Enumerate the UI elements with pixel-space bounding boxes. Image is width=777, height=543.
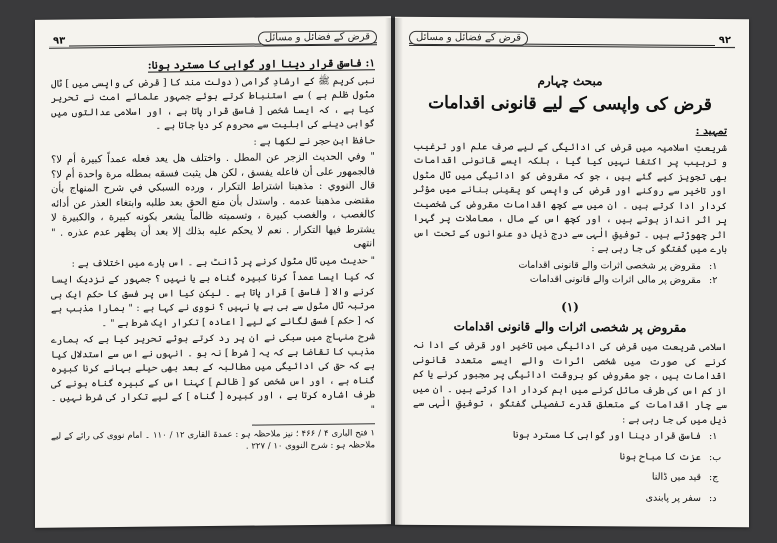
measures-list <box>413 428 727 506</box>
list-item <box>413 489 727 506</box>
list-item <box>413 428 727 445</box>
list-item <box>413 272 727 289</box>
right-page-header <box>409 29 735 49</box>
running-head: قرض کے فضائل و مسائل <box>409 31 528 46</box>
list-text: عزت کا مباح ہونا <box>619 450 701 463</box>
left-page-header <box>49 28 377 49</box>
footnote: ۱ فتح الباری ۴ / ۴۶۶ ؛ نیز ملاحظہ ہو : عمدۃ القاری ۱۲ / ۱۱۰ ۔ امام نووی کی رائے کے لیے ملاحظہ ہو : شرح النووی ۱۰ / ۲۲۷ . <box>51 428 375 452</box>
chapter-title: قرض کی واپسی کے لیے قانونی اقدامات <box>428 92 712 115</box>
list-number: ۱: <box>709 430 718 443</box>
section-title: مقروض پر شخصی اثرات والے قانونی اقدامات <box>453 318 687 335</box>
list-text: مقروض پر مالی اثرات والے قانونی اقدامات <box>529 273 701 286</box>
intro-label: تمہید : <box>695 124 727 138</box>
chapter-label: مبحث چہارم <box>537 73 603 89</box>
page-number: ۹۲ <box>715 34 735 45</box>
right-page-body <box>413 57 727 512</box>
paragraph: حافظ ابن حجر نے لکھا ہے : <box>253 134 375 148</box>
list-text: فاسق قرار دینا اور گواہی کا مسترد ہونا <box>512 429 701 442</box>
paragraph: کہ کیا ایسا عمداً کرنا کبیرہ گناہ ہے یا نہیں ؟ جمہور کے نزدیک ایسا کرنے والا [ فاسق ] قرار پاتا ہے ۔ لیکن کیا اس پر فسق کا حکم ایک ہی مرتبہ ٹال مٹول سے ہی ہے یا نہیں ؟ نووی نے کہا ہے : " ہمارا مذہب ہے کہ [ حکم ] فسق لگانے کے لیے [ اعادہ ] تکرار ایک شرط ہے " ۔ <box>51 271 375 329</box>
arabic-quote: " وفي الحديث الزجر عن المطل . واختلف هل يعد فعله عمداً كبيرة أم لا؟ فالجمهور على أن فاعله يفسق ، لكن هل يثبت فسقه بمطله مرة واحدة أم لا؟ قال النووي : مذهبنا اشتراط التكرار ، ورده السبكي في شرح المنهاج بأن مقتضى مذهبنا عدمه . واستدل بأن منع الحق بعد طلبه وابتغاء العذر عن أدائه كالغصب ، والغصب كبيرة ، وتسميته ظالماً يشعر بكونه كبيرة ، والكبيرة لا يشترط فيها التكرار . نعم لا يحكم عليه بذلك إلا بعد أن يظهر عدم عذره . " انتهى <box>51 151 375 250</box>
list-text: مقروض پر شخصی اثرات والے قانونی اقدامات <box>518 259 701 272</box>
left-page-body <box>51 56 375 456</box>
page-number: ۹۳ <box>49 35 69 46</box>
right-page <box>395 17 749 527</box>
list-item <box>413 448 727 465</box>
left-page <box>35 16 391 528</box>
intro-paragraph: شریعتِ اسلامیہ میں قرض کی ادائیگی کے لیے صرف علم اور ترغیب و ترہیب پر اکتفا نہیں کیا گیا ، بلکہ ایسے قانونی اقدامات بھی تجویز کیے گئے ہیں ، جو کہ مقروض کو ادائیگی میں ٹال مٹول اور تاخیر سے روکنے اور قرض کی واپسی کو یقینی بنانے میں مؤثر کردار ادا کرتے ہیں ۔ ان میں سے کچھ اقدامات مقروض کی شخصیت پر اثر انداز ہوتے ہیں ، اور کچھ اس کے مال ، معاملات پر گہرا اثر چھوڑتے ہیں ۔ توفیقِ الٰہی سے درج ذیل دو عنوانوں کے تحت اس بارے میں گفتگو کی جا رہی ہے : <box>413 140 727 256</box>
list-item <box>413 469 727 486</box>
list-number: ۱: <box>709 260 718 272</box>
paragraph: " حدیث میں ٹال مٹول کرنے پر ڈانٹ ہے ۔ اس بارے میں اختلاف ہے : <box>71 254 375 269</box>
paragraph: شرح منہاج میں سبکی نے ان پر رد کرتے ہوئے تحریر کیا ہے کہ ہمارے مذہب کا تقاضا ہے کہ یہ [ شرط ] نہ ہو ۔ انہوں نے اس سے استدلال کیا ہے کہ حق کی ادائیگی میں مطالبہ کے بعد بھی حیلے بہانے کرنا کبیرہ گناہ ہے ، اور اس شخص کو [ ظالم ] کہنا اس کے کبیرہ گناہ ہونے کی طرف اشارہ کرتا ہے ، اور کبیرہ [ گناہ ] کے لیے تکرار کی شرط نہیں ۔ " <box>51 331 375 415</box>
section-paragraph: اسلامی شریعت میں قرض کی ادائیگی میں تاخیر اور قرض کے ادا نہ کرنے کی صورت میں شخصی اثرات والے ایسے متعدد قانونی اقدامات ہیں ، جو مقروض کو بروقت ادائیگی پر مجبور کرنے یا کم از کم اس کی طرف مائل کرنے میں اہم کردار ادا کرتے ہیں ۔ ان میں سے چار اقدامات کے متعلق قدرے تفصیلی گفتگو ، توفیقِ الٰہی سے ذیل میں کی جا رہی ہے : <box>413 339 727 426</box>
list-number: ج: <box>709 471 719 484</box>
list-number: ۲: <box>709 274 718 287</box>
running-head: قرض کے فضائل و مسائل <box>258 30 377 45</box>
section-number: (۱) <box>561 299 579 314</box>
open-book <box>35 18 753 528</box>
section-heading: ۱: فاسق قرار دینا اور گواہی کا مسترد ہونا: <box>147 57 375 72</box>
book-gutter <box>385 18 403 526</box>
list-text: سفر پر پابندی <box>645 492 701 504</box>
list-number: د: <box>709 492 717 504</box>
paragraph: نبی کریم ﷺ کے ارشادِ گرامی ( دولت مند کا [ قرض کی واپسی میں ] ٹال مٹول ظلم ہے ) سے استنباط کرتے ہوئے جمہور علمائے امت نے تحریر کیا ہے ، کہ ایسا شخص [ فاسق قرار پاتا ہے ، اور اسلامی عدالتوں میں گواہی دینے کی اہلیت سے محروم کر دیا جاتا ہے ۔ <box>51 74 375 132</box>
list-text: قید میں ڈالنا <box>651 471 701 483</box>
list-number: ب: <box>709 451 722 463</box>
footnote-rule <box>252 423 375 425</box>
